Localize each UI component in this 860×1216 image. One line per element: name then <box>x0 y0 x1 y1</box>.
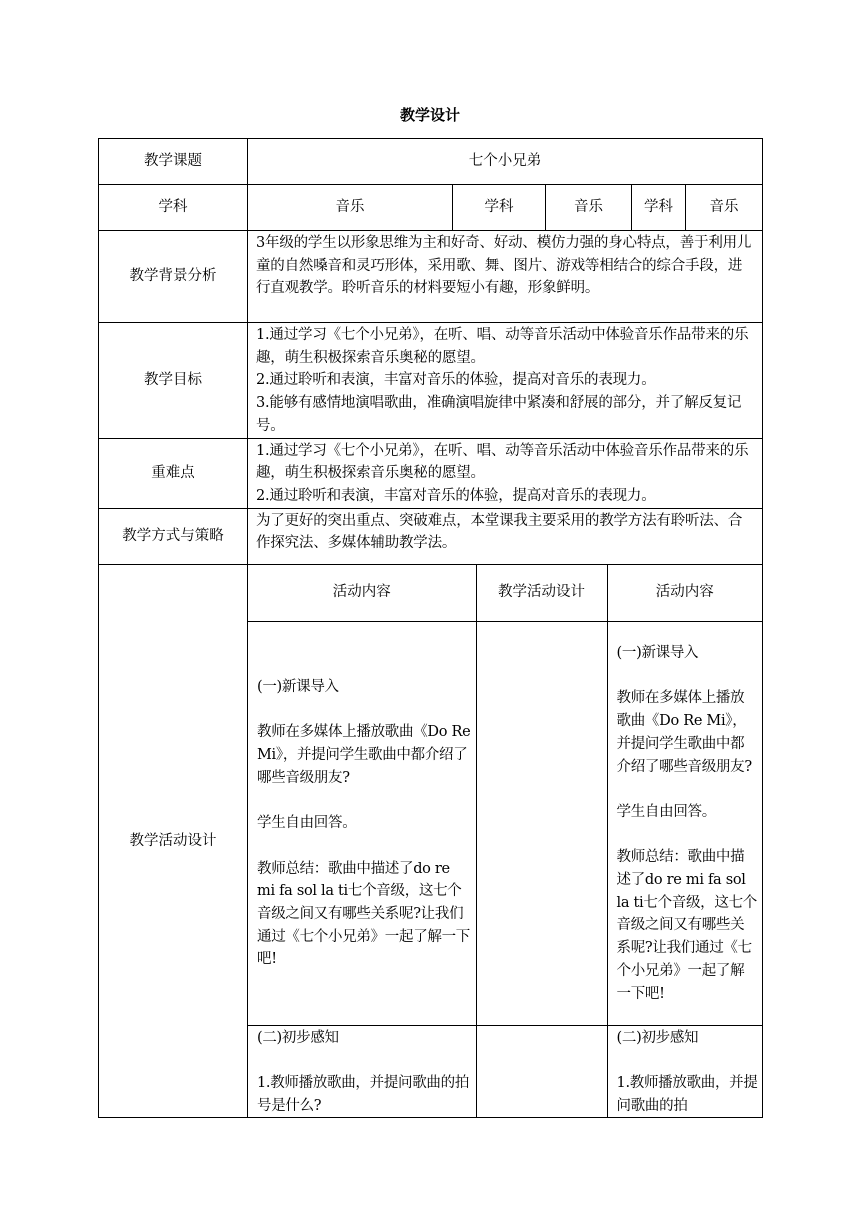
activity-header-row <box>248 565 762 622</box>
activity-table <box>248 565 762 1118</box>
method-label: 教学方式与策略 <box>99 508 248 564</box>
subject-value-2: 音乐 <box>546 185 632 231</box>
activity-header-design: 教学活动设计 <box>476 565 607 622</box>
topic-row <box>99 139 763 185</box>
method-row <box>99 508 763 564</box>
key-points-text: 1.通过学习《七个小兄弟》，在听、唱、动等音乐活动中体验音乐作品带来的乐趣，萌生积极探索音乐奥秘的愿望。 2.通过聆听和表演，丰富对音乐的体验，提高对音乐的表现力。 <box>248 438 763 508</box>
activity-intro-left <box>248 621 476 1025</box>
key-points-row <box>99 438 763 508</box>
activity-intro-right-text: (一)新课导入 教师在多媒体上播放歌曲《Do Re Mi》，并提问学生歌曲中都介绍了哪些音级朋友? 学生自由回答。 教师总结：歌曲中描述了do re mi fa sol la ti七个音级，这七个音级之间又有哪些关系呢?让我们通过《七个小兄弟》一起了解一下吧! <box>616 645 757 1002</box>
key-points-label: 重难点 <box>99 438 248 508</box>
activity-perception-middle <box>476 1025 607 1117</box>
goal-text: 1.通过学习《七个小兄弟》，在听、唱、动等音乐活动中体验音乐作品带来的乐趣，萌生积极探索音乐奥秘的愿望。 2.通过聆听和表演，丰富对音乐的体验，提高对音乐的表现力。 3.能够有感情地演唱歌曲，准确演唱旋律中紧凑和舒展的部分，并了解反复记号。 <box>248 323 763 439</box>
subject-label-2: 学科 <box>453 185 546 231</box>
background-row <box>99 231 763 323</box>
subject-label-3: 学科 <box>632 185 686 231</box>
activity-header-content-2: 活动内容 <box>607 565 762 622</box>
activity-intro-middle-text <box>477 823 607 824</box>
activity-perception-middle-text <box>477 1071 607 1072</box>
topic-value: 七个小兄弟 <box>248 139 763 185</box>
subject-value-3: 音乐 <box>686 185 763 231</box>
activity-perception-right-text: (二)初步感知 1.教师播放歌曲，并提问歌曲的拍 <box>616 1029 758 1114</box>
document-title: 教学设计 <box>399 106 460 124</box>
activity-intro-middle <box>476 621 607 1025</box>
goal-row <box>99 323 763 439</box>
subject-value-1: 音乐 <box>248 185 453 231</box>
goal-label: 教学目标 <box>99 323 248 439</box>
subject-row <box>99 185 763 231</box>
lesson-plan-table <box>98 138 763 1118</box>
activity-intro-left-text: (一)新课导入 教师在多媒体上播放歌曲《Do Re Mi》，并提问学生歌曲中都介绍了哪些音级朋友? 学生自由回答。 教师总结：歌曲中描述了do re mi fa sol la ti七个音级，这七个音级之间又有哪些关系呢?让我们通过《七个小兄弟》一起了解一下吧! <box>257 679 471 968</box>
activity-cell <box>248 564 763 1118</box>
method-text: 为了更好的突出重点、突破难点，本堂课我主要采用的教学方法有聆听法、合作探究法、多媒体辅助教学法。 <box>248 508 763 564</box>
activity-label: 教学活动设计 <box>99 564 248 1118</box>
activity-row-perception <box>248 1025 762 1117</box>
activity-row <box>99 564 763 1118</box>
topic-label: 教学课题 <box>99 139 248 185</box>
activity-perception-left <box>248 1025 476 1117</box>
activity-header-content-1: 活动内容 <box>248 565 476 622</box>
activity-intro-right <box>607 621 762 1025</box>
background-label: 教学背景分析 <box>99 231 248 323</box>
activity-row-intro <box>248 621 762 1025</box>
activity-perception-right <box>607 1025 762 1117</box>
activity-perception-left-text: (二)初步感知 1.教师播放歌曲，并提问歌曲的拍号是什么? <box>257 1029 470 1114</box>
subject-label-1: 学科 <box>99 185 248 231</box>
background-text: 3年级的学生以形象思维为主和好奇、好动、模仿力强的身心特点，善于利用儿童的自然嗓音和灵巧形体，采用歌、舞、图片、游戏等相结合的综合手段，进行直观教学。聆听音乐的材料要短小有趣，形象鲜明。 <box>248 231 763 323</box>
